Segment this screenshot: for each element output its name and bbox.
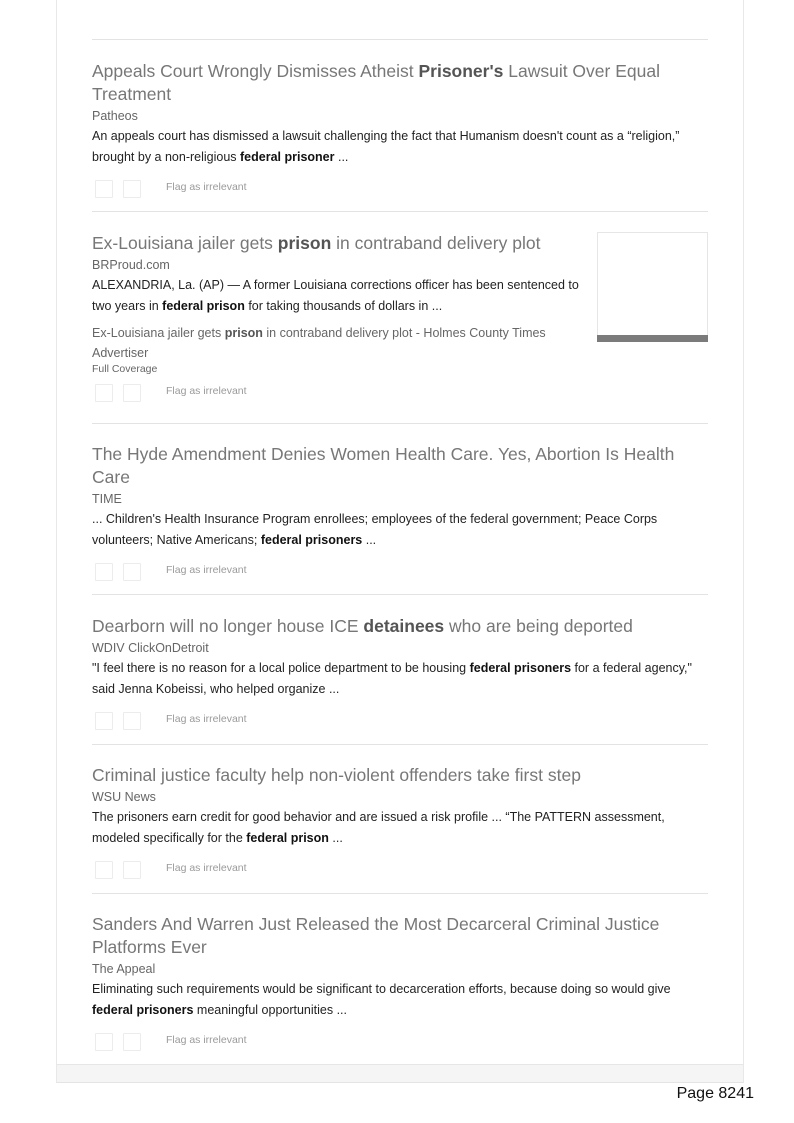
- flag-irrelevant-link[interactable]: Flag as irrelevant: [166, 564, 247, 576]
- text-run: Appeals Court Wrongly Dismisses Atheist: [92, 61, 419, 81]
- article-title[interactable]: [92, 60, 708, 106]
- highlight-term: detainees: [363, 616, 445, 636]
- article-source: WSU News: [92, 790, 156, 804]
- text-run: in contraband delivery plot: [331, 233, 541, 253]
- article-source: Patheos: [92, 109, 138, 123]
- thumbs-down-icon[interactable]: [123, 712, 141, 730]
- article-snippet: [92, 807, 708, 849]
- article-source: WDIV ClickOnDetroit: [92, 641, 209, 655]
- article-source: The Appeal: [92, 962, 156, 976]
- article-title[interactable]: [92, 615, 708, 638]
- text-run: meaningful opportunities ...: [193, 1003, 348, 1017]
- text-run: The Hyde Amendment Denies Women Health Care. Yes, Abortion Is Health Care: [92, 444, 675, 487]
- news-item: [92, 615, 708, 734]
- text-run: Lawsuit Over Equal Treatment: [92, 61, 660, 104]
- article-source: BRProud.com: [92, 258, 170, 272]
- divider: [92, 744, 708, 745]
- highlight-term: federal prison: [246, 831, 329, 845]
- divider: [92, 893, 708, 894]
- article-title[interactable]: [92, 232, 580, 255]
- text-run: ...: [362, 533, 377, 547]
- thumbs-up-icon[interactable]: [95, 861, 113, 879]
- text-run: who are being deported: [444, 616, 633, 636]
- article-snippet: [92, 979, 708, 1021]
- highlight-term: federal prisoners: [92, 1003, 194, 1017]
- text-run: Ex-Louisiana jailer gets: [92, 326, 225, 340]
- text-run: Criminal justice faculty help non-violent offenders take first step: [92, 765, 581, 785]
- text-run: An appeals court has dismissed a lawsuit challenging the fact that Humanism doesn't count as a “religion,” brought by a non-religious: [92, 129, 680, 164]
- flag-irrelevant-link[interactable]: Flag as irrelevant: [166, 862, 247, 874]
- article-title[interactable]: [92, 443, 708, 489]
- thumbs-up-icon[interactable]: [95, 563, 113, 581]
- thumbs-up-icon[interactable]: [95, 180, 113, 198]
- divider: [92, 423, 708, 424]
- thumbs-up-icon[interactable]: [95, 712, 113, 730]
- article-snippet: [92, 658, 708, 700]
- divider: [92, 39, 708, 40]
- article-snippet: [92, 126, 708, 168]
- article-snippet: [92, 275, 580, 317]
- flag-irrelevant-link[interactable]: Flag as irrelevant: [166, 385, 247, 397]
- article-actions: [92, 1033, 708, 1055]
- news-item: [92, 913, 708, 1055]
- thumbs-up-icon[interactable]: [95, 1033, 113, 1051]
- highlight-term: prison: [277, 233, 332, 253]
- text-run: ALEXANDRIA, La. (AP) — A former Louisiana corrections officer has been sentenced to two years in: [92, 278, 579, 313]
- thumbs-down-icon[interactable]: [123, 180, 141, 198]
- news-item: [92, 60, 708, 202]
- news-item: [92, 232, 580, 406]
- text-run: Sanders And Warren Just Released the Most Decarceral Criminal Justice Platforms Ever: [92, 914, 660, 957]
- text-run: in contraband delivery plot - Holmes County Times Advertiser: [92, 326, 546, 360]
- text-run: ... Children's Health Insurance Program enrollees; employees of the federal government; Peace Corps volunteers; Native Americans;: [92, 512, 658, 547]
- highlight-term: prison: [224, 326, 263, 340]
- article-title[interactable]: [92, 764, 708, 787]
- article-actions: [92, 563, 708, 585]
- text-run: Eliminating such requirements would be significant to decarceration efforts, because doing so would give: [92, 982, 671, 996]
- article-actions: [92, 180, 708, 202]
- highlight-term: federal prisoner: [240, 150, 335, 164]
- text-run: for taking thousands of dollars in ...: [244, 299, 443, 313]
- text-run: The prisoners earn credit for good behavior and are issued a risk profile ... “The PATTERN assessment, modeled specifically for the: [92, 810, 665, 845]
- flag-irrelevant-link[interactable]: Flag as irrelevant: [166, 713, 247, 725]
- article-source: TIME: [92, 492, 122, 506]
- flag-irrelevant-link[interactable]: Flag as irrelevant: [166, 1034, 247, 1046]
- divider: [92, 211, 708, 212]
- related-article-link[interactable]: [92, 323, 580, 363]
- news-item: [92, 764, 708, 883]
- news-item: [92, 443, 708, 585]
- article-title[interactable]: [92, 913, 708, 959]
- divider: [92, 594, 708, 595]
- thumbs-down-icon[interactable]: [123, 1033, 141, 1051]
- article-snippet: [92, 509, 708, 551]
- thumbs-down-icon[interactable]: [123, 861, 141, 879]
- text-run: Dearborn will no longer house ICE: [92, 616, 364, 636]
- full-coverage-link[interactable]: Full Coverage: [92, 363, 158, 375]
- text-run: "I feel there is no reason for a local police department to be housing: [92, 661, 470, 675]
- thumbs-up-icon[interactable]: [95, 384, 113, 402]
- text-run: ...: [334, 150, 349, 164]
- panel-footer: [57, 1064, 743, 1082]
- page-number: Page 8241: [676, 1085, 754, 1102]
- highlight-term: Prisoner's: [418, 61, 504, 81]
- highlight-term: federal prisoners: [260, 533, 363, 547]
- article-actions: [92, 384, 580, 406]
- highlight-term: federal prison: [162, 299, 245, 313]
- article-actions: [92, 712, 708, 734]
- thumbs-down-icon[interactable]: [123, 384, 141, 402]
- flag-irrelevant-link[interactable]: Flag as irrelevant: [166, 181, 247, 193]
- text-run: for a federal agency," said Jenna Kobeissi, who helped organize ...: [92, 661, 692, 696]
- article-thumbnail[interactable]: [597, 232, 708, 342]
- text-run: Ex-Louisiana jailer gets: [92, 233, 278, 253]
- highlight-term: federal prisoners: [469, 661, 572, 675]
- thumbs-down-icon[interactable]: [123, 563, 141, 581]
- article-actions: [92, 861, 708, 883]
- text-run: ...: [328, 831, 343, 845]
